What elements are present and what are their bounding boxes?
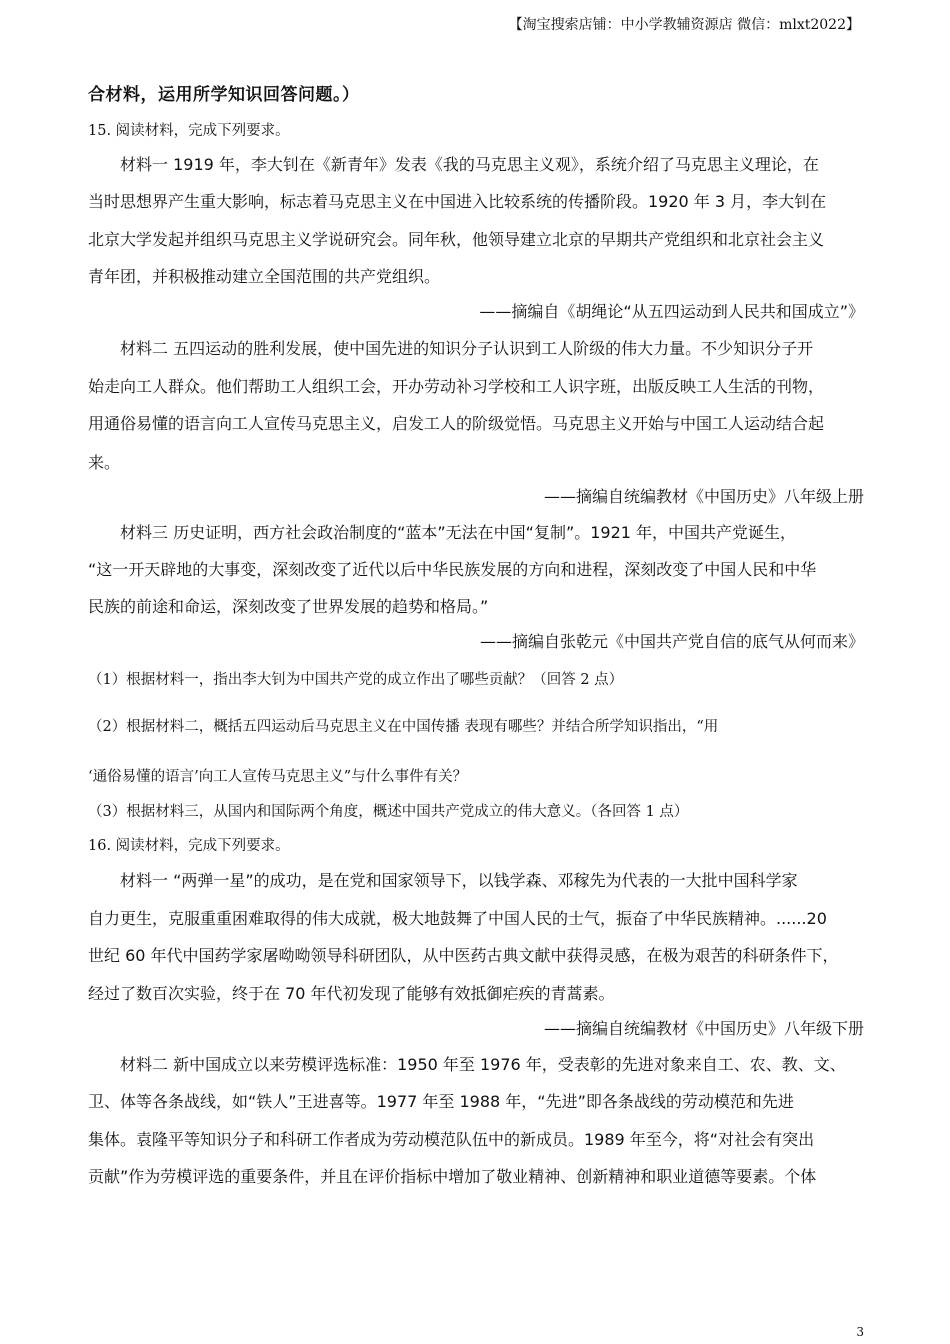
q16-material2-line: 材料二 新中国成立以来劳模评选标准：1950 年至 1976 年，受表彰的先进对象来自工、农、教、文、	[120, 1055, 846, 1074]
q15-source3: ——摘编自张乾元《中国共产党自信的底气从何而来》	[479, 632, 864, 651]
q15-material3-line: 材料三 历史证明，西方社会政治制度的“蓝本”无法在中国“复制”。1921 年，中国共产党诞生，	[120, 523, 797, 542]
q15-material1-line: 材料一 1919 年，李大钊在《新青年》发表《我的马克思主义观》，系统介绍了马克思主义理论，在	[120, 155, 819, 174]
q16-source1: ——摘编自统编教材《中国历史》八年级下册	[543, 1019, 864, 1038]
q15-material2-line: 材料二 五四运动的胜利发展，使中国先进的知识分子认识到工人阶级的伟大力量。不少知识分子开	[120, 339, 814, 358]
q15-source1: ——摘编自《胡绳论“从五四运动到人民共和国成立”》	[479, 302, 864, 321]
q16-material1-line: 自力更生，克服重重困难取得的伟大成就，极大地鼓舞了中国人民的士气，振奋了中华民族精神。......20	[88, 909, 827, 928]
q15-question-2: （2）根据材料二，概括五四运动后马克思主义在中国传播 表现有哪些？并结合所学知识指出，“用	[88, 719, 719, 735]
q15-question-1: （1）根据材料一，指出李大钊为中国共产党的成立作出了哪些贡献？（回答 2 点）	[88, 672, 624, 688]
q15-question-3: （3）根据材料三，从国内和国际两个角度，概述中国共产党成立的伟大意义。（各回答 1 点）	[88, 804, 689, 820]
q15-material2-line: 来。	[88, 453, 121, 472]
question-16-title: 16. 阅读材料，完成下列要求。	[88, 838, 290, 854]
q16-material2-line: 贡献”作为劳模评选的重要条件，并且在评价指标中增加了敬业精神、创新精神和职业道德等要素。个体	[88, 1167, 817, 1186]
q15-source2: ——摘编自统编教材《中国历史》八年级上册	[543, 487, 864, 506]
page-header: 【淘宝搜索店铺：中小学教辅资源店 微信：mlxt2022】	[508, 17, 860, 33]
q15-material1-line: 当时思想界产生重大影响，标志着马克思主义在中国进入比较系统的传播阶段。1920 年 3 月，李大钊在	[88, 192, 827, 211]
q15-material1-line: 青年团，并积极推动建立全国范围的共产党组织。	[88, 267, 441, 286]
q16-material1-line: 经过了数百次实验，终于在 70 年代初发现了能够有效抵御疟疾的青蒿素。	[88, 984, 615, 1003]
q15-material3-line: “这一开天辟地的大事变，深刻改变了近代以后中华民族发展的方向和进程，深刻改变了中国人民和中华	[88, 560, 817, 579]
q16-material1-line: 世纪 60 年代中国药学家屠呦呦领导科研团队，从中医药古典文献中获得灵感，在极为艰苦的科研条件下，	[88, 946, 839, 965]
q15-question-2-continued: ‘通俗易懂的语言’向工人宣传马克思主义”与什么事件有关？	[88, 769, 468, 785]
page-number: 3	[856, 1325, 864, 1339]
q16-material2-line: 卫、体等各条战线，如“铁人”王进喜等。1977 年至 1988 年，“先进”即各条战线的劳动模范和先进	[88, 1092, 794, 1111]
section-heading: 合材料，运用所学知识回答问题。）	[88, 85, 360, 105]
q15-material2-line: 始走向工人群众。他们帮助工人组织工会，开办劳动补习学校和工人识字班，出版反映工人生活的刊物，	[88, 377, 825, 396]
q15-material3-line: 民族的前途和命运，深刻改变了世界发展的趋势和格局。”	[88, 597, 489, 616]
question-15-title: 15. 阅读材料，完成下列要求。	[88, 123, 290, 139]
q16-material1-line: 材料一 “两弹一星”的成功，是在党和国家领导下，以钱学森、邓稼先为代表的一大批中国科学家	[120, 871, 798, 890]
q15-material2-line: 用通俗易懂的语言向工人宣传马克思主义，启发工人的阶级觉悟。马克思主义开始与中国工人运动结合起	[88, 414, 825, 433]
q16-material2-line: 集体。袁隆平等知识分子和科研工作者成为劳动模范队伍中的新成员。1989 年至今，将“对社会有突出	[88, 1130, 815, 1149]
q15-material1-line: 北京大学发起并组织马克思主义学说研究会。同年秋，他领导建立北京的早期共产党组织和北京社会主义	[88, 230, 825, 249]
